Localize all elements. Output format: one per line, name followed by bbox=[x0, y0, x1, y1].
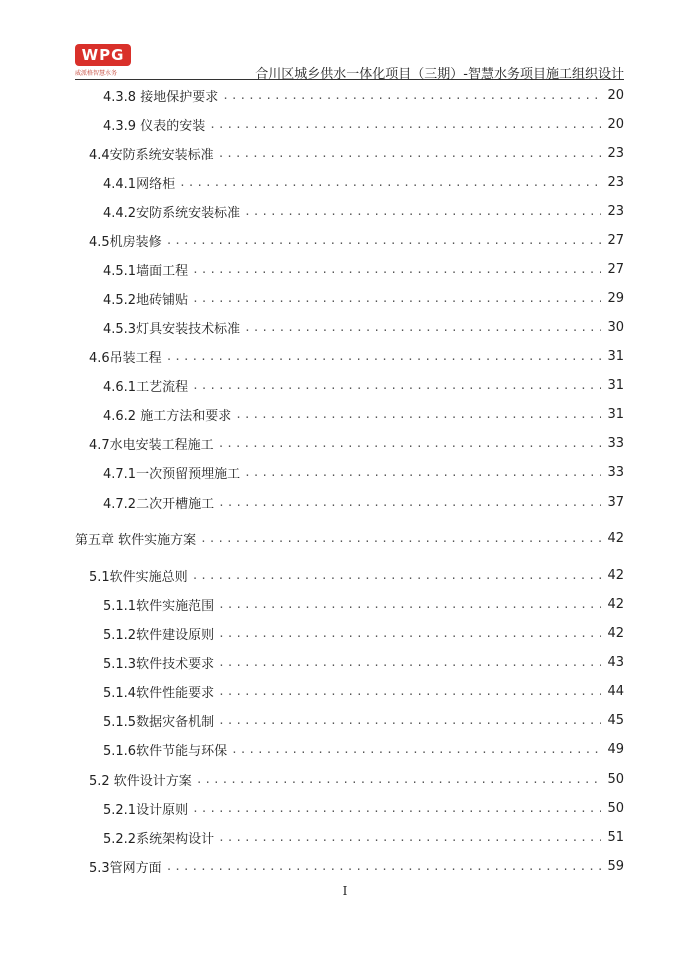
toc-entry-page: 31 bbox=[607, 406, 624, 422]
toc-entry-label: 4.5.1墙面工程 bbox=[103, 263, 189, 279]
toc-entry-page: 42 bbox=[607, 530, 624, 546]
toc-entry-page: 42 bbox=[607, 596, 624, 612]
toc-entry[interactable] bbox=[103, 114, 624, 134]
toc-entry-page: 42 bbox=[607, 567, 624, 583]
toc-entry[interactable] bbox=[103, 623, 624, 643]
toc-entry[interactable] bbox=[89, 346, 624, 366]
logo-subtitle: 威派格智慧水务 bbox=[75, 70, 118, 77]
toc-leader-dots bbox=[231, 743, 601, 756]
toc-entry-page: 30 bbox=[607, 319, 624, 335]
toc-entry[interactable] bbox=[103, 652, 624, 672]
toc-entry-page: 44 bbox=[607, 683, 624, 699]
toc-leader-dots bbox=[192, 379, 601, 392]
toc-leader-dots bbox=[200, 532, 601, 545]
toc-entry-page: 45 bbox=[607, 712, 624, 728]
toc-leader-dots bbox=[218, 685, 601, 698]
toc-leader-dots bbox=[244, 466, 601, 479]
toc-entry[interactable] bbox=[89, 856, 624, 876]
toc-entry-label: 4.4安防系统安装标准 bbox=[89, 147, 214, 163]
toc-entry-page: 29 bbox=[607, 290, 624, 306]
toc-entry-page: 23 bbox=[607, 174, 624, 190]
toc-entry-page: 23 bbox=[607, 203, 624, 219]
toc-entry[interactable] bbox=[103, 710, 624, 730]
toc-entry[interactable] bbox=[103, 317, 624, 337]
toc-leader-dots bbox=[196, 773, 602, 786]
toc-entry-label: 5.2 软件设计方案 bbox=[89, 773, 192, 789]
toc-entry[interactable] bbox=[103, 739, 624, 759]
toc-entry-label: 4.4.1网络柜 bbox=[103, 176, 176, 192]
toc-entry[interactable] bbox=[103, 375, 624, 395]
page-header bbox=[75, 44, 624, 80]
toc-entry[interactable] bbox=[75, 528, 624, 548]
toc-entry-page: 37 bbox=[607, 494, 624, 510]
toc-entry-page: 27 bbox=[607, 232, 624, 248]
toc-leader-dots bbox=[166, 350, 602, 363]
toc-leader-dots bbox=[222, 89, 601, 102]
toc-entry[interactable] bbox=[103, 827, 624, 847]
toc-leader-dots bbox=[218, 714, 601, 727]
toc-entry-page: 33 bbox=[607, 464, 624, 480]
toc-entry-label: 5.1.2软件建设原则 bbox=[103, 627, 215, 643]
toc-entry-page: 33 bbox=[607, 435, 624, 451]
toc-entry[interactable] bbox=[103, 462, 624, 482]
toc-entry-label: 5.2.2系统架构设计 bbox=[103, 831, 215, 847]
toc-leader-dots bbox=[218, 656, 601, 669]
toc-entry-label: 4.7.2二次开槽施工 bbox=[103, 496, 215, 512]
toc-leader-dots bbox=[218, 147, 602, 160]
toc-leader-dots bbox=[244, 321, 601, 334]
toc-leader-dots bbox=[244, 205, 601, 218]
toc-entry-label: 5.1.4软件性能要求 bbox=[103, 685, 215, 701]
toc-entry-label: 4.3.9 仪表的安装 bbox=[103, 118, 206, 134]
toc-entry-page: 50 bbox=[607, 800, 624, 816]
toc-entry-label: 4.5机房装修 bbox=[89, 234, 162, 250]
toc-leader-dots bbox=[166, 234, 602, 247]
toc-entry-label: 4.5.3灯具安装技术标准 bbox=[103, 321, 241, 337]
toc-entry[interactable] bbox=[89, 565, 624, 585]
toc-entry-page: 20 bbox=[607, 116, 624, 132]
toc-entry-page: 31 bbox=[607, 348, 624, 364]
toc-entry-page: 23 bbox=[607, 145, 624, 161]
toc-entry-label: 5.1.1软件实施范围 bbox=[103, 598, 215, 614]
toc-entry[interactable] bbox=[103, 288, 624, 308]
toc-leader-dots bbox=[209, 118, 601, 131]
toc-entry[interactable] bbox=[89, 433, 624, 453]
document-title: 合川区城乡供水一体化项目（三期）-智慧水务项目施工组织设计 bbox=[255, 67, 624, 82]
toc-entry-page: 27 bbox=[607, 261, 624, 277]
toc-leader-dots bbox=[218, 627, 601, 640]
toc-leader-dots bbox=[192, 292, 601, 305]
toc-entry[interactable] bbox=[103, 201, 624, 221]
toc-entry-label: 4.5.2地砖铺贴 bbox=[103, 292, 189, 308]
toc-entry-page: 51 bbox=[607, 829, 624, 845]
toc-entry-label: 4.3.8 接地保护要求 bbox=[103, 89, 219, 105]
toc-leader-dots bbox=[166, 860, 602, 873]
toc-entry-page: 20 bbox=[607, 87, 624, 103]
toc-entry-page: 31 bbox=[607, 377, 624, 393]
toc-entry[interactable] bbox=[103, 492, 624, 512]
toc-entry-page: 42 bbox=[607, 625, 624, 641]
toc-leader-dots bbox=[179, 176, 601, 189]
header-divider bbox=[75, 79, 624, 80]
toc-entry-label: 4.7.1一次预留预埋施工 bbox=[103, 466, 241, 482]
toc-entry[interactable] bbox=[103, 259, 624, 279]
toc-entry-label: 4.7水电安装工程施工 bbox=[89, 437, 214, 453]
toc-entry-label: 5.2.1设计原则 bbox=[103, 802, 189, 818]
toc-entry-page: 43 bbox=[607, 654, 624, 670]
logo-mark: WPG bbox=[75, 44, 131, 66]
toc-entry[interactable] bbox=[103, 85, 624, 105]
toc-entry-label: 4.4.2安防系统安装标准 bbox=[103, 205, 241, 221]
toc-entry-label: 5.1软件实施总则 bbox=[89, 569, 188, 585]
toc-entry-page: 49 bbox=[607, 741, 624, 757]
toc-entry-label: 5.1.6软件节能与环保 bbox=[103, 743, 228, 759]
toc-entry[interactable] bbox=[103, 594, 624, 614]
toc-entry[interactable] bbox=[103, 681, 624, 701]
toc-leader-dots bbox=[218, 496, 601, 509]
toc-leader-dots bbox=[218, 598, 601, 611]
toc-entry-label: 4.6.2 施工方法和要求 bbox=[103, 408, 232, 424]
toc-leader-dots bbox=[192, 569, 602, 582]
toc-entry[interactable] bbox=[89, 769, 624, 789]
page-number: I bbox=[342, 884, 348, 898]
toc-leader-dots bbox=[192, 802, 601, 815]
toc-entry-label: 第五章 软件实施方案 bbox=[75, 532, 197, 548]
toc-entry[interactable] bbox=[103, 404, 624, 424]
toc-leader-dots bbox=[218, 831, 601, 844]
toc-entry[interactable] bbox=[103, 172, 624, 192]
toc-entry-label: 5.1.5数据灾备机制 bbox=[103, 714, 215, 730]
toc-entry-label: 4.6吊装工程 bbox=[89, 350, 162, 366]
toc-entry[interactable] bbox=[103, 798, 624, 818]
company-logo bbox=[75, 44, 135, 78]
toc-leader-dots bbox=[235, 408, 601, 421]
toc-leader-dots bbox=[192, 263, 601, 276]
toc-entry[interactable] bbox=[89, 143, 624, 163]
toc-entry-page: 50 bbox=[607, 771, 624, 787]
toc-entry-label: 5.3管网方面 bbox=[89, 860, 162, 876]
toc-entry[interactable] bbox=[89, 230, 624, 250]
toc-entry-label: 5.1.3软件技术要求 bbox=[103, 656, 215, 672]
toc-leader-dots bbox=[218, 437, 602, 450]
toc-entry-page: 59 bbox=[607, 858, 624, 874]
toc-entry-label: 4.6.1工艺流程 bbox=[103, 379, 189, 395]
